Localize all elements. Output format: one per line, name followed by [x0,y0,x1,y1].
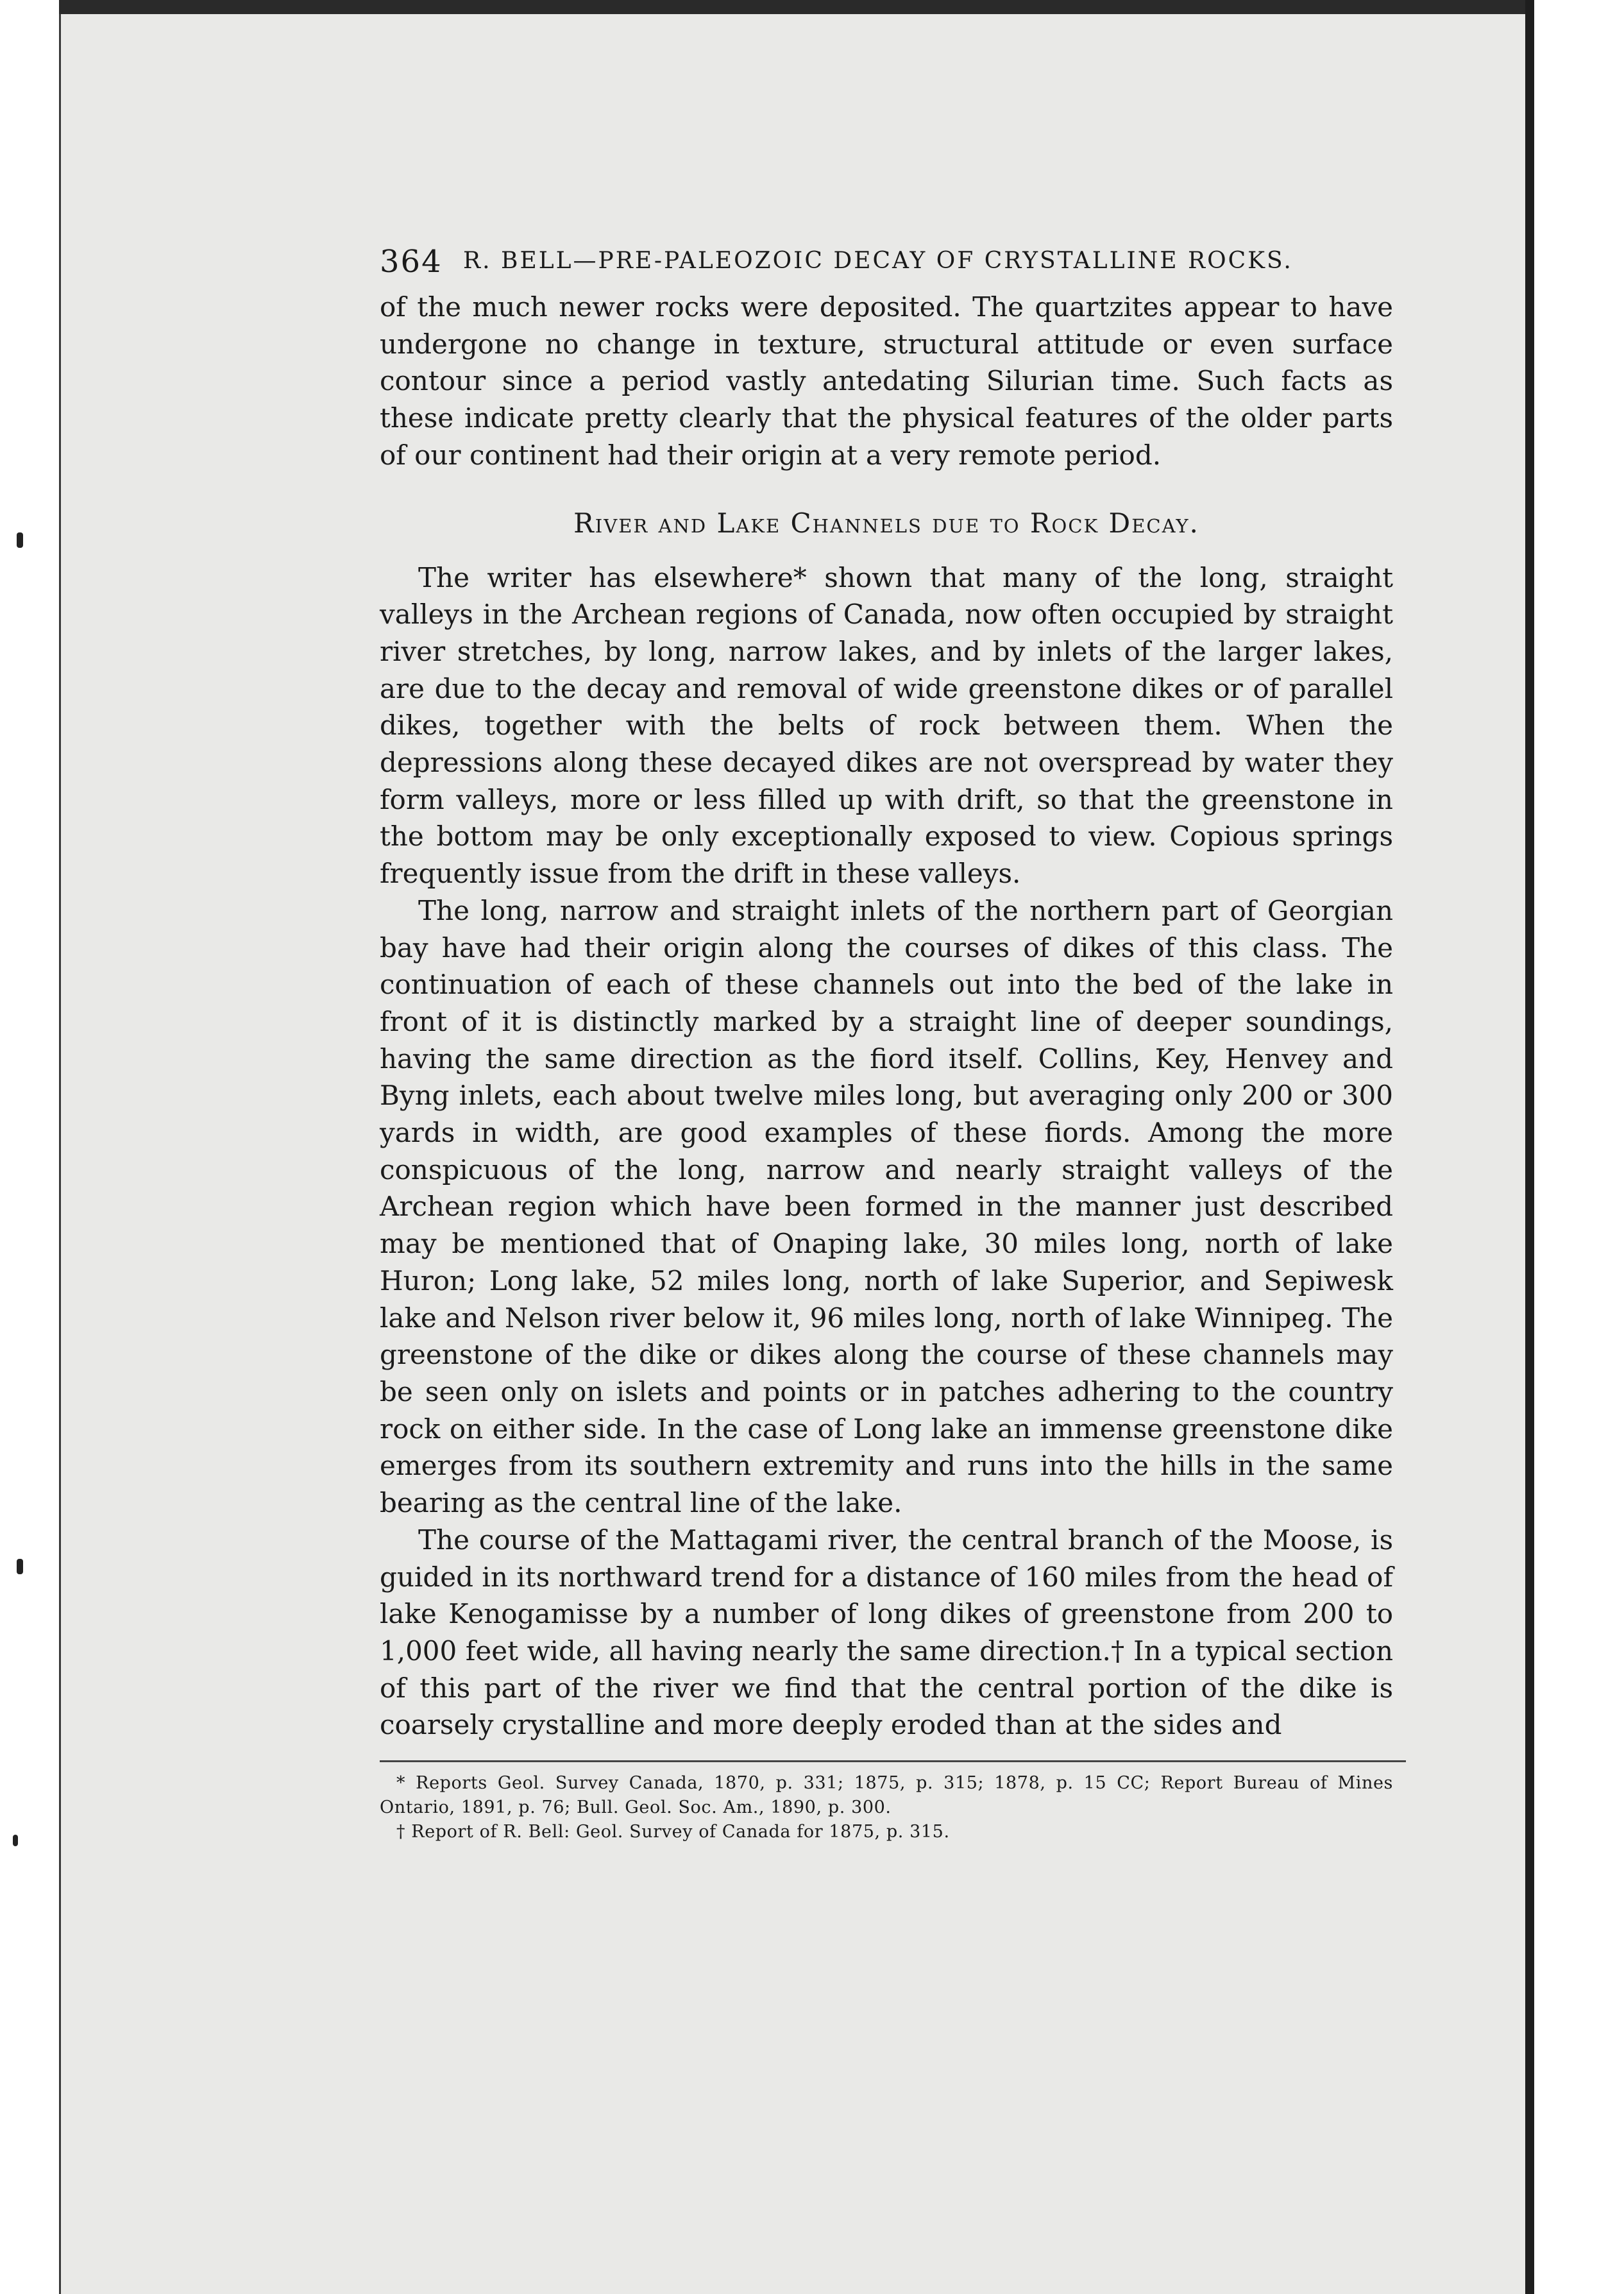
scan-left-margin [0,0,59,2294]
section-heading: River and Lake Channels due to Rock Decay. [573,507,1199,539]
footnote: † Report of R. Bell: Geol. Survey of Canada for 1875, p. 315. [396,1822,950,1842]
scan-speck [17,532,23,548]
paragraph: The course of the Mattagami river, the central branch of the Moose, is guided in its northward trend for a distance of 160 miles from the head of lake Kenogamisse by a number of long dikes of greenstone from 200 to 1,000 feet wide, all having nearly the same direction.† In a typical section of this part of the river we find that the central portion of the dike is coarsely crystalline and more deeply eroded than at the sides and [380,1524,1393,1741]
page-number: 364 [380,244,443,280]
footnotes [380,1771,1393,1844]
paragraph: The long, narrow and straight inlets of the northern part of Georgian bay have had their origin along the courses of dikes of this class. The continuation of each of these channels out into the bed of the lake in front of it is distinctly marked by a straight line of deeper soundings, having the same direction as the fiord itself. Collins, Key, Henvey and Byng inlets, each about twelve miles long, but averaging only 200 or 300 yards in width, are good examples of these fiords. Among the more conspicuous of the long, narrow and nearly straight valleys of the Archean region which have been formed in the manner just described may be mentioned that of Onaping lake, 30 miles long, north of lake Huron; Long lake, 52 miles long, north of lake Superior, and Sepiwesk lake and Nelson river below it, 96 miles long, north of lake Winnipeg. The greenstone of the dike or dikes along the course of these channels may be seen only on islets and points or in patches adhering to the country rock on either side. In the case of Long lake an immense greenstone dike emerges from its southern extremity and runs into the hills in the same bearing as the central line of the lake. [380,894,1393,1519]
footnote-rule [380,1760,1406,1762]
scan-speck [17,1559,23,1574]
scan-top-edge [0,0,1624,14]
page-text-block [380,244,1393,1844]
scan-right-margin [1534,0,1624,2294]
scan-speck [13,1835,18,1846]
running-head-title: R. BELL—PRE-PALEOZOIC DECAY OF CRYSTALLINE ROCKS. [463,248,1293,274]
paragraph: The writer has elsewhere* shown that many of the long, straight valleys in the Archean regions of Canada, now often occupied by straight river stretches, by long, narrow lakes, and by inlets of the larger lakes, are due to the decay and removal of wide greenstone dikes or of parallel dikes, together with the belts of rock between them. When the depressions along these decayed dikes are not overspread by water they form valleys, more or less filled up with drift, so that the greenstone in the bottom may be only exceptionally exposed to view. Copious springs frequently issue from the drift in these valleys. [380,561,1393,890]
running-head [380,244,1393,289]
paragraph: of the much newer rocks were deposited. The quartzites appear to have undergone no change in texture, structural attitude or even surface contour since a period vastly antedating Silurian time. Such facts as these indicate pretty clearly that the physical features of the older parts of our continent had their origin at a very remote period. [380,291,1393,471]
scan-right-edge [1525,0,1534,2294]
footnote: * Reports Geol. Survey Canada, 1870, p. 331; 1875, p. 315; 1878, p. 15 CC; Report Bureau of Mines Ontario, 1891, p. 76; Bull. Geol. Soc. Am., 1890, p. 300. [380,1773,1393,1818]
